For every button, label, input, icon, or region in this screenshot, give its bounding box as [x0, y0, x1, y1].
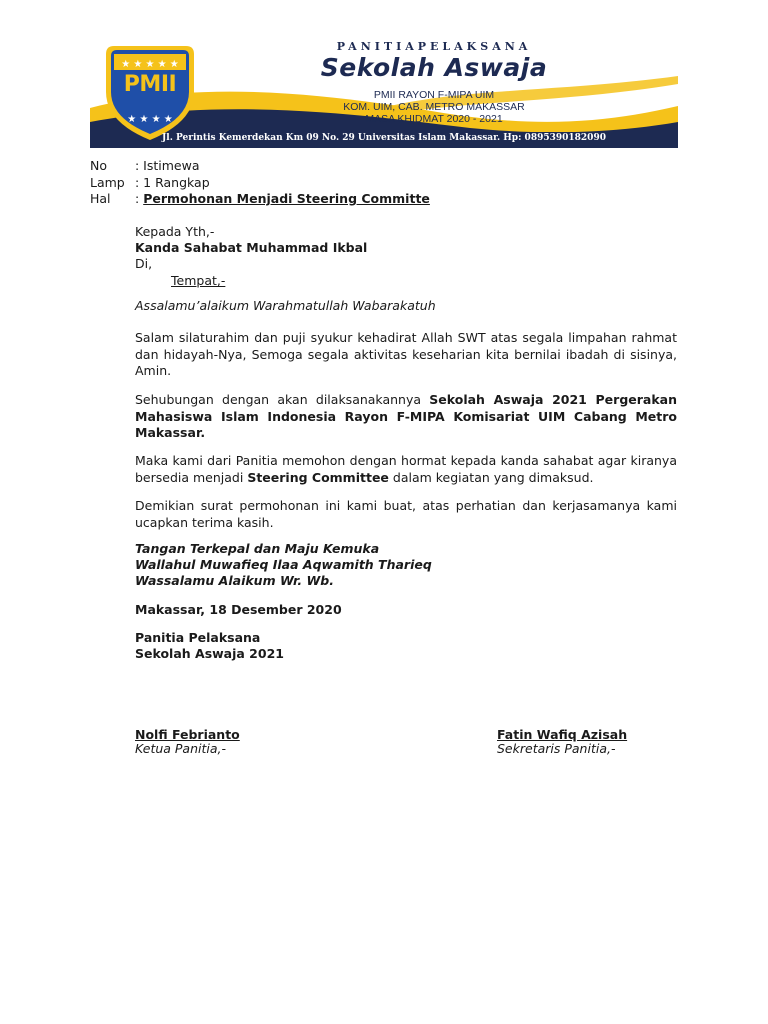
address-line: Jl. Perintis Kemerdekan Km 09 No. 29 Universitas Islam Makassar. Hp: 0895390182090 — [162, 133, 606, 143]
paragraph-3-role: Steering Committee — [247, 469, 389, 485]
school-title: Sekolah Aswaja — [320, 53, 548, 82]
logo-wordmark: PMII — [123, 72, 177, 97]
closing-org-2: Sekolah Aswaja 2021 — [135, 646, 284, 661]
meta-lamp-value: : 1 Rangkap — [135, 175, 210, 190]
paragraph-2-event: Sekolah Aswaja 2021 Pergerakan Mahasiswa Islam Indonesia Rayon F-MIPA Komisariat UIM Cabang Metro Makassar — [135, 392, 677, 440]
closing-org-1: Panitia Pelaksana — [135, 630, 261, 645]
svg-text:★ ★ ★ ★ ★: ★ ★ ★ ★ ★ — [121, 59, 179, 70]
recipient-name: Kanda Sahabat Muhammad Ikbal — [135, 240, 368, 255]
recipient-di: Di, — [135, 256, 153, 271]
paragraph-2 — [135, 392, 677, 442]
paragraph-2-pre: Sehubungan dengan akan dilaksanakannya — [135, 392, 430, 407]
paragraph-2-post: . — [200, 425, 206, 440]
org-line-3: MASA KHIDMAT 2020 - 2021 — [365, 113, 503, 125]
recipient-tempat: Tempat,- — [171, 273, 226, 288]
signature-left-title: Ketua Panitia,- — [135, 741, 227, 756]
recipient-greeting: Kepada Yth,- — [135, 224, 215, 239]
meta-lamp-label: Lamp — [90, 175, 125, 190]
meta-hal-value-wrap — [135, 191, 430, 207]
paragraph-1: Salam silaturahim dan puji syukur kehadirat Allah SWT atas segala limpahan rahmat dan hidayah-Nya, Semoga segala aktivitas keseharian kita bernilai ibadah di sisinya, Amin. — [135, 330, 677, 378]
closing-motto-1: Tangan Terkepal dan Maju Kemuka — [135, 541, 380, 556]
panitia-heading: PANITIAPELAKSANA — [336, 40, 532, 53]
meta-no-label: No — [90, 158, 107, 173]
meta-hal-colon: : — [135, 191, 144, 206]
letterhead-banner — [90, 36, 678, 148]
paragraph-4: Demikian surat permohonan ini kami buat, atas perhatian dan kerjasamanya kami ucapkan terima kasih. — [135, 498, 677, 530]
svg-text:★ ★ ★ ★: ★ ★ ★ ★ — [127, 114, 173, 125]
org-line-2: KOM. UIM, CAB. METRO MAKASSAR — [343, 101, 525, 113]
signature-right-name: Fatin Wafiq Azisah — [497, 727, 628, 742]
meta-hal-label: Hal — [90, 191, 111, 206]
paragraph-3 — [135, 453, 677, 486]
paragraph-3-post: dalam kegiatan yang dimaksud. — [388, 469, 594, 485]
opening-salam: Assalamu’alaikum Warahmatullah Wabarakatuh — [135, 298, 436, 313]
closing-motto-2: Wallahul Muwafieq Ilaa Aqwamith Tharieq — [135, 557, 432, 572]
signature-right-title: Sekretaris Panitia,- — [497, 741, 616, 756]
closing-date: Makassar, 18 Desember 2020 — [135, 602, 342, 617]
closing-motto-3: Wassalamu Alaikum Wr. Wb. — [135, 573, 334, 588]
org-line-1: PMII RAYON F-MIPA UIM — [373, 89, 495, 101]
meta-hal-value: Permohonan Menjadi Steering Committe — [143, 191, 430, 206]
paragraph-3-pre: Maka kami dari Panitia memohon dengan hormat kepada kanda sahabat agar kiranya bersedia menjadi — [135, 453, 677, 485]
meta-no-value: : Istimewa — [135, 158, 200, 173]
signature-left-name: Nolfi Febrianto — [135, 727, 240, 742]
